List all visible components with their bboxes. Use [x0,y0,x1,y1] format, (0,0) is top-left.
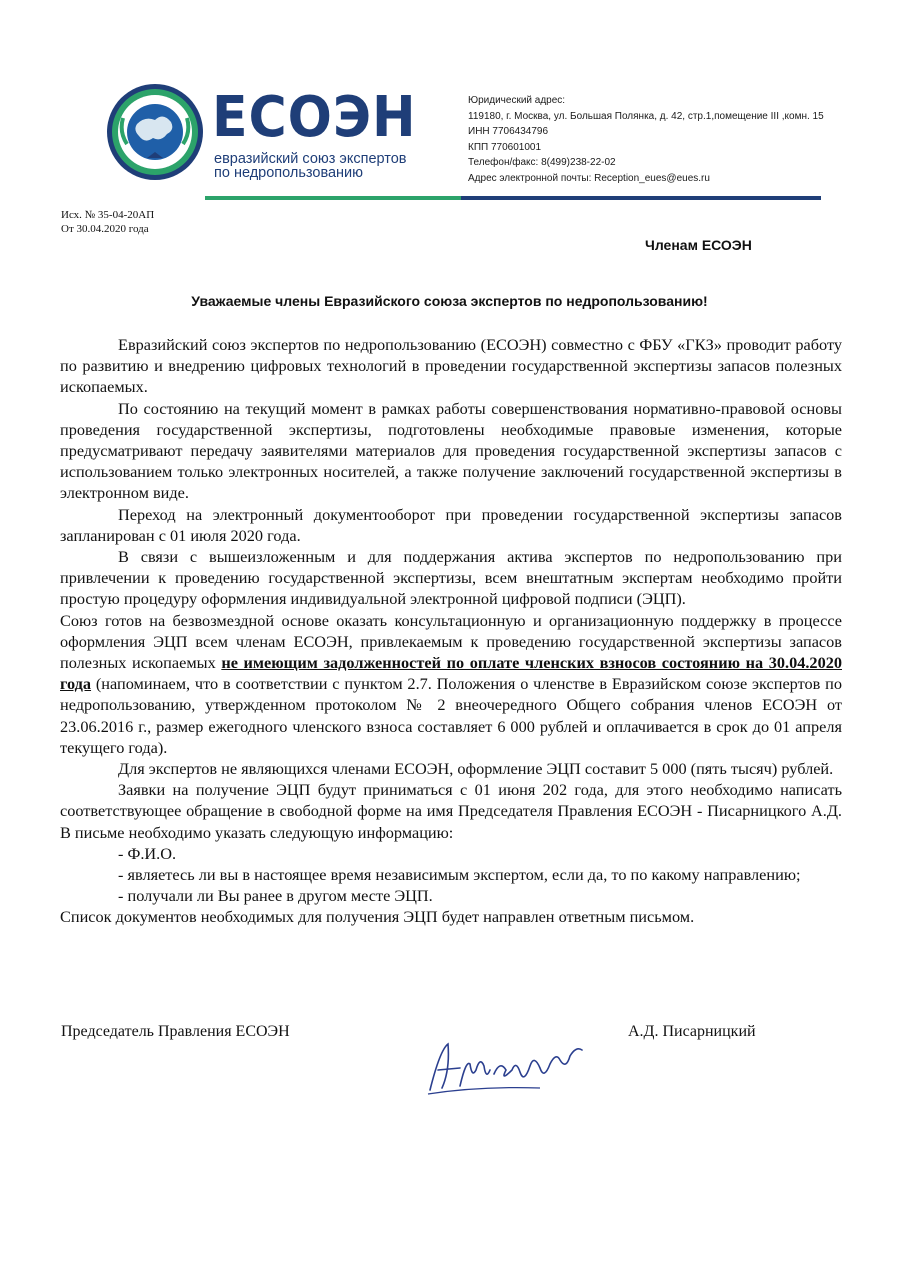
handwritten-signature-icon [420,1030,590,1100]
signer-title: Председатель Правления ЕСОЭН [61,1023,290,1040]
contact-line: Телефон/факс: 8(499)238-22-02 [468,157,616,168]
header-divider-blue [461,196,821,200]
paragraph-text: Союз готов на безвозмездной основе оказать консультационную и организационную поддержку в процессе оформления ЭЦП всем членам ЕСОЭН, привлекаемым к проведению государственной экспертизы запасов полезных ископаемых [60,610,842,673]
outgoing-number: Исх. № 35-04-20АП [61,209,155,221]
globe-laurel-icon [105,82,205,182]
contact-email-line[interactable]: Адрес электронной почты: Reception_eues@eues.ru [468,172,710,184]
emphasis-underlined: не имеющим задолженностей по оплате членских взносов состоянию на 30.04.2020 года [60,653,842,694]
brand-name: ЕСОЭН [212,85,417,150]
brand-subtitle [214,152,407,180]
paragraph: Евразийский союз экспертов по недропользованию (ЕСОЭН) совместно с ФБУ «ГКЗ» проводит работу по развитию и внедрению цифровых технологий в проведении государственной экспертизы запасов полезных ископаемых. [60,335,842,397]
contact-line: КПП 770601001 [468,141,542,153]
contact-line: Юридический адрес: [468,95,566,106]
brand-subtitle-line: евразийский союз экспертов [214,151,407,167]
paragraph: Переход на электронный документооборот при проведении государственной экспертизы запасов запланирован с 01 июля 2020 года. [60,504,842,545]
paragraph: По состоянию на текущий момент в рамках работы совершенствования нормативно-правовой основы проведения государственной экспертизы, подготовлены необходимые правовые изменения, которые предусматривают передачу заявителями материалов для проведения государственной экспертизы запасов с использованием только электронных носителей, а также получение заключений государственной экспертизы в электронном виде. [60,398,842,503]
paragraph-membership [60,610,842,758]
paragraph: Список документов необходимых для получения ЭЦП будет направлен ответным письмом. [60,907,695,927]
list-item: - Ф.И.О. [118,843,177,863]
paragraph: В связи с вышеизложенным и для поддержания актива экспертов по недропользованию при привлечении к проведению государственной экспертизы, всем внештатным экспертам необходимо пройти простую процедуру оформления индивидуальной электронной цифровой подписи (ЭЦП). [60,547,842,609]
signer-name: А.Д. Писарницкий [628,1023,756,1040]
paragraph: Заявки на получение ЭЦП будут приниматься с 01 июня 202 года, для этого необходимо написать соответствующее обращение в свободной форме на имя Председателя Правления ЕСОЭН - Писарницкого А.Д. В письме необходимо указать следующую информацию: [60,780,842,842]
header-divider-green [205,196,461,200]
list-item: - получали ли Вы ранее в другом месте ЭЦП. [118,886,433,906]
contact-line: ИНН 7706434796 [468,126,549,137]
brand-subtitle-line: по недропользованию [214,165,364,181]
outgoing-date: От 30.04.2020 года [61,223,149,235]
addressee: Членам ЕСОЭН [645,237,752,253]
contact-line: 119180, г. Москва, ул. Большая Полянка, д. 42, стр.1,помещение III ,комн. 15 [468,110,824,122]
paragraph-text: (напоминаем, что в соответствии с пунктом 2.7. Положения о членстве в Евразийском союзе экспертов по недропользованию, утвержденном протоколом № 2 внеочередного Общего собрания членов ЕСОЭН от 23.06.2016 г., размер ежегодного членского взноса составляет 6 000 рублей и оплачивается в срок до 01 апреля текущего года). [60,674,842,757]
outgoing-reference [61,208,154,236]
paragraph: Для экспертов не являющихся членами ЕСОЭН, оформление ЭЦП составит 5 000 (пять тысяч) рублей. [118,759,834,779]
list-item: - являетесь ли вы в настоящее время независимым экспертом, если да, то по какому направлению; [118,865,801,885]
salutation: Уважаемые члены Евразийского союза экспертов по недропользованию! [191,293,708,309]
letter-body [60,334,842,928]
contact-block [468,93,824,186]
